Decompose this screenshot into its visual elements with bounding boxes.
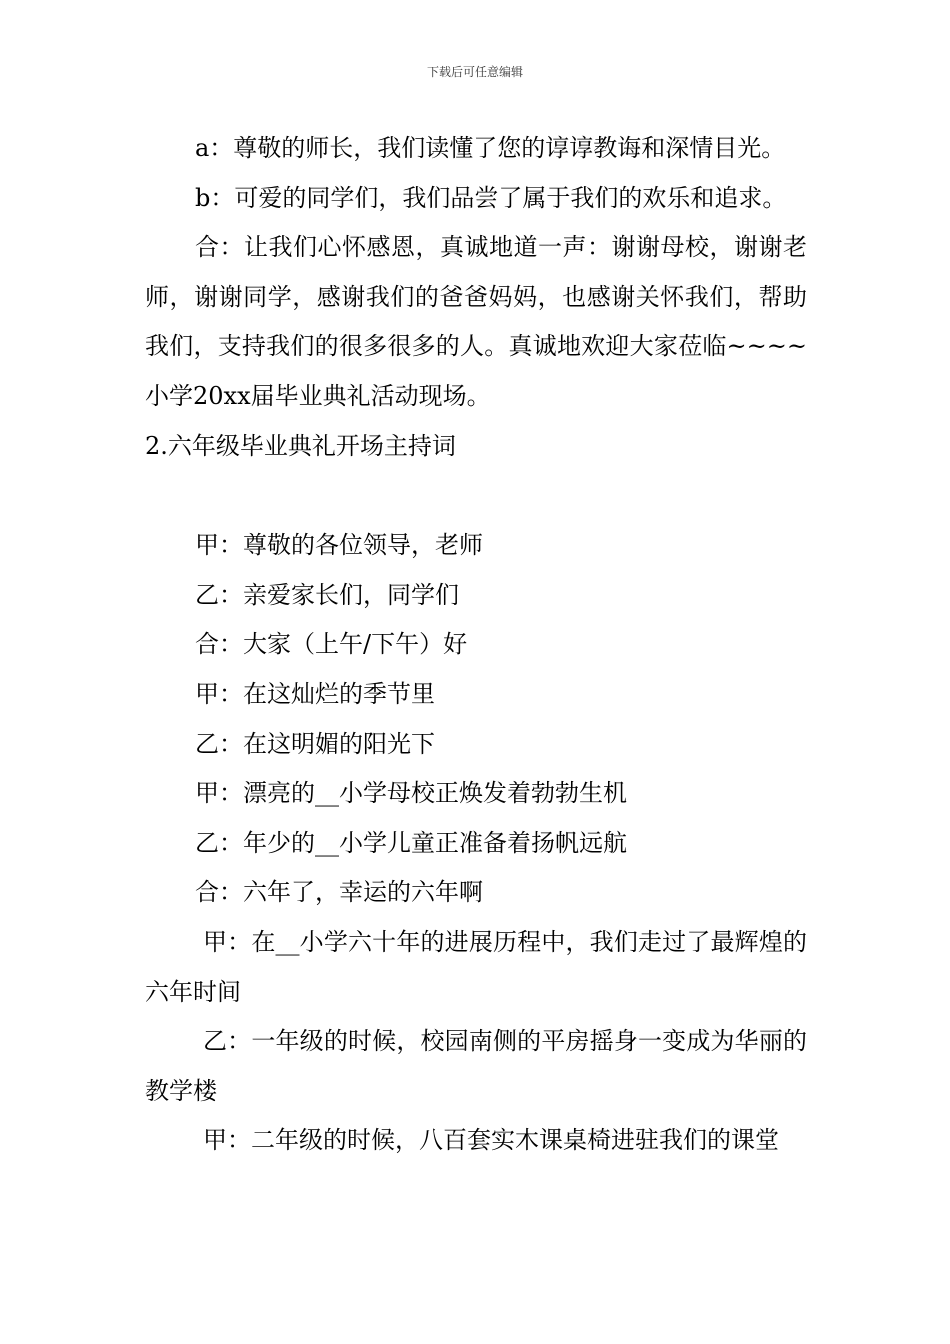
script-line: 甲：二年级的时候，八百套实木课桌椅进驻我们的课堂	[203, 1126, 779, 1155]
script-line: 乙：亲爱家长们，同学们	[195, 580, 459, 609]
blank-line	[145, 471, 807, 521]
script-line: 甲：在__小学六十年的进展历程中，我们走过了最辉煌的六年时间	[145, 927, 807, 1006]
script-line: 乙：年少的__小学儿童正准备着扬帆远航	[195, 828, 627, 857]
script-line: 甲：在这灿烂的季节里	[195, 679, 435, 708]
document-body	[145, 124, 807, 1166]
script-line: 合：大家（上午/下午）好	[195, 630, 468, 659]
script-line: 甲：尊敬的各位领导，老师	[195, 531, 483, 560]
paragraph-b-classmates: b：可爱的同学们，我们品尝了属于我们的欢乐和追求。	[195, 183, 787, 212]
script-line: 合：六年了，幸运的六年啊	[195, 878, 483, 907]
script-line: 甲：漂亮的__小学母校正焕发着勃勃生机	[195, 779, 627, 808]
paragraph-together-welcome: 合：让我们心怀感恩，真诚地道一声：谢谢母校，谢谢老师，谢谢同学，感谢我们的爸爸妈妈，也感谢关怀我们，帮助我们，支持我们的很多很多的人。真诚地欢迎大家莅临~~~~小学20xx届毕业典礼活动现场。	[145, 233, 807, 410]
section-heading: 2.六年级毕业典礼开场主持词	[145, 431, 456, 460]
script-line: 乙：一年级的时候，校园南侧的平房摇身一变成为华丽的教学楼	[145, 1027, 807, 1105]
script-line: 乙：在这明媚的阳光下	[195, 729, 435, 758]
paragraph-a-teachers: a：尊敬的师长，我们读懂了您的谆谆教诲和深情目光。	[195, 134, 786, 162]
page-header: 下载后可任意编辑	[426, 65, 523, 79]
